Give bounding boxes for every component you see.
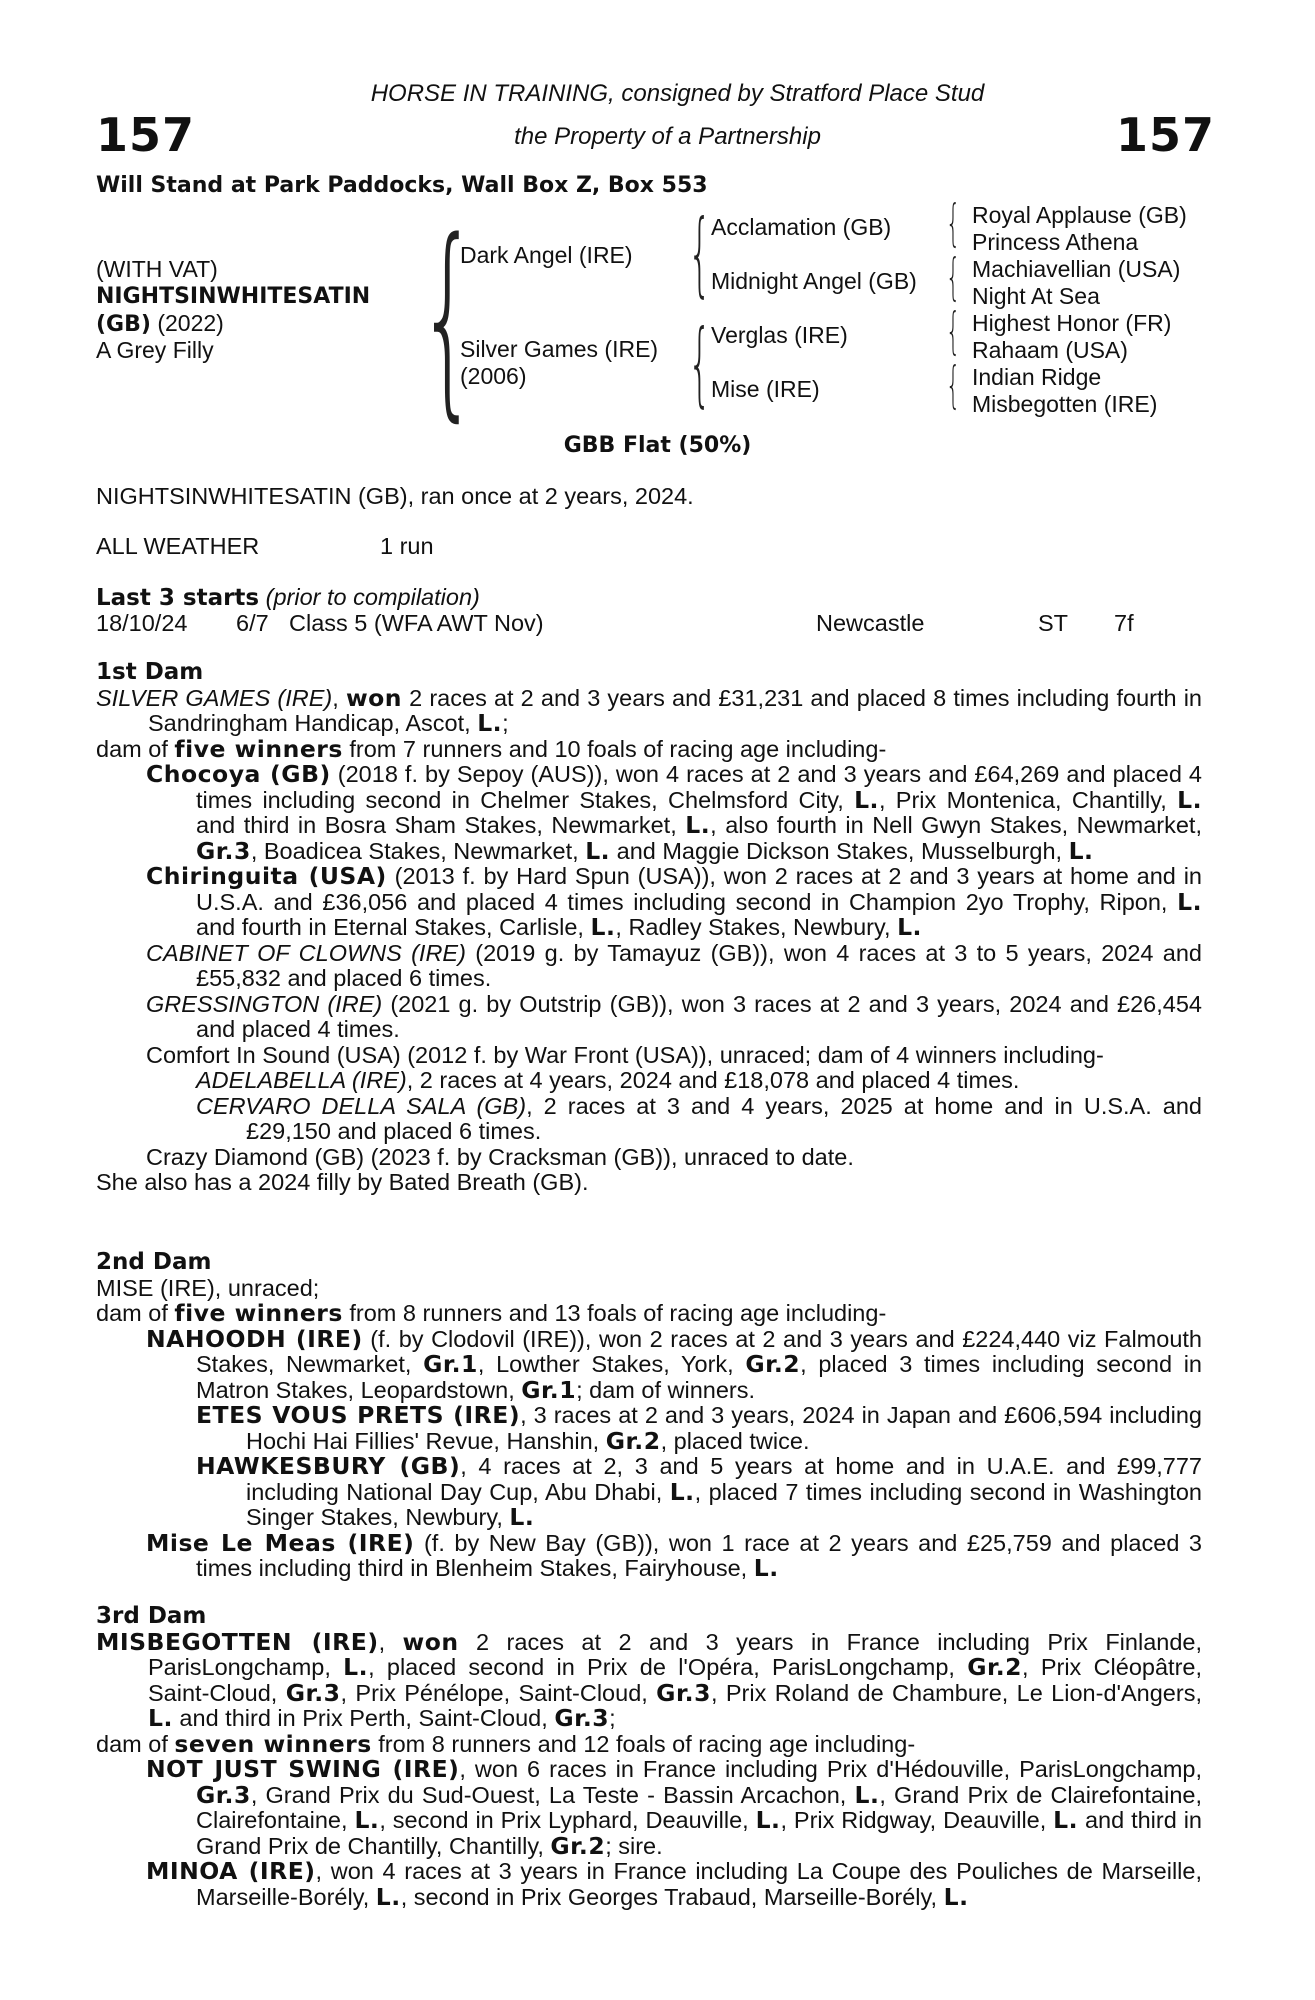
second-dam-produce: dam of five winners from 8 runners and 13 foals of racing age including- <box>96 1299 887 1327</box>
grandparent-2: Princess Athena <box>972 229 1139 255</box>
third-dam-record: MISBEGOTTEN (IRE), won 2 races at 2 and 3 years in France including Prix Finlande, ParisLongchamp, L., placed second in Prix de l'Opéra, ParisLongchamp, Gr.2, Prix Cléopâtre, Saint-Cloud, Gr.3, Prix Pénélope, Saint-Cloud, Gr.3, Prix Roland de Chambure, Le Lion-d'Angers, L. and third in Prix Perth, Saint-Cloud, Gr.3; <box>96 1627 1202 1732</box>
start-distance: 7f <box>1114 610 1134 636</box>
pedigree-brace-dam: { <box>688 310 712 417</box>
pedigree-brace-g3: { <box>946 302 961 360</box>
start-position: 6/7 <box>236 610 269 636</box>
produce-mise-le-meas: Mise Le Meas (IRE) (f. by New Bay (GB)), won 1 race at 2 years and £25,759 and placed 3 times including third in Blenheim Stakes, Fairyhouse, L. <box>146 1528 1203 1582</box>
grandparent-6: Rahaam (USA) <box>972 337 1128 363</box>
pedigree-brace-sire: { <box>688 200 712 307</box>
grandparent-1: Royal Applause (GB) <box>972 202 1187 228</box>
grandparent-8: Misbegotten (IRE) <box>972 391 1158 417</box>
pedigree-brace-g2: { <box>946 248 961 306</box>
pedigree-brace-g4: { <box>946 356 961 414</box>
sire-name: Dark Angel (IRE) <box>460 242 633 268</box>
last-starts-heading: Last 3 starts (prior to compilation) <box>96 584 480 611</box>
gbb-rating: GBB Flat (50%) <box>563 433 752 458</box>
dam-name: Silver Games (IRE) <box>460 336 659 362</box>
produce-gressington: GRESSINGTON (IRE) (2021 g. by Outstrip (GB)), won 3 races at 2 and 3 years, 2024 and £26,454 and placed 4 times. <box>146 990 1202 1042</box>
pedigree-brace-g1: { <box>946 194 961 252</box>
first-dam-record: SILVER GAMES (IRE), won 2 races at 2 and 3 years and £31,231 and placed 8 times including fourth in Sandringham Handicap, Ascot, L.; <box>96 683 1203 737</box>
second-dam-section <box>96 1250 1202 1582</box>
first-dam-also: She also has a 2024 filly by Bated Breath (GB). <box>96 1169 589 1195</box>
race-summary: NIGHTSINWHITESATIN (GB), ran once at 2 years, 2024. <box>96 483 694 509</box>
grandproduce-adelabella: ADELABELLA (IRE), 2 races at 4 years, 2024 and £18,078 and placed 4 times. <box>196 1067 1020 1093</box>
all-weather-value: 1 run <box>380 533 434 559</box>
dam-year: (2006) <box>460 363 527 389</box>
second-dam-heading: 2nd Dam <box>96 1249 212 1275</box>
lot-number-right: 157 <box>1116 108 1216 162</box>
sire-dam: Midnight Angel (GB) <box>711 268 917 294</box>
horse-name: NIGHTSINWHITESATIN <box>96 284 371 309</box>
start-date: 18/10/24 <box>96 610 188 636</box>
grandproduce-hawkesbury: HAWKESBURY (GB), 4 races at 2, 3 and 5 years at home and in U.A.E. and £99,777 including National Day Cup, Abu Dhabi, L., placed 7 times including second in Washington Singer Stakes, Newbury, L. <box>196 1452 1202 1531</box>
start-course: Newcastle <box>816 610 925 636</box>
produce-chocoya: Chocoya (GB) (2018 f. by Sepoy (AUS)), won 4 races at 2 and 3 years and £64,269 and placed 4 times including second in Chelmer Stakes, Chelmsford City, L., Prix Montenica, Chantilly, L. and third in Bosra Sham Stakes, Newmarket, L., also fourth in Nell Gwyn Stakes, Newmarket, Gr.3, Boadicea Stakes, Newmarket, L. and Maggie Dickson Stakes, Musselburgh, L. <box>146 760 1202 865</box>
first-dam-produce: dam of five winners from 7 runners and 10 foals of racing age including- <box>96 734 887 763</box>
second-dam-record: MISE (IRE), unraced; <box>96 1274 320 1301</box>
grandparent-5: Highest Honor (FR) <box>972 310 1172 336</box>
third-dam-heading: 3rd Dam <box>96 1603 207 1629</box>
stand-line: Will Stand at Park Paddocks, Wall Box Z, Box 553 <box>96 173 708 198</box>
grandparent-4: Night At Sea <box>972 283 1100 309</box>
property-line: the Property of a Partnership <box>514 123 821 150</box>
first-dam-heading: 1st Dam <box>96 659 204 685</box>
horse-description: A Grey Filly <box>96 337 214 363</box>
dam-sire: Verglas (IRE) <box>711 322 848 348</box>
start-race: Class 5 (WFA AWT Nov) <box>289 610 544 636</box>
produce-minoa: MINOA (IRE), won 4 races at 3 years in France including La Coupe des Pouliches de Marseille, Marseille-Borély, L., second in Prix Georges Trabaud, Marseille-Borély, L. <box>146 1857 1202 1911</box>
grandproduce-etes-vous-prets: ETES VOUS PRETS (IRE), 3 races at 2 and 3 years, 2024 in Japan and £606,594 including Hochi Hai Fillies' Revue, Hanshin, Gr.2, placed twice. <box>196 1401 1202 1455</box>
produce-nahoodh: NAHOODH (IRE) (f. by Clodovil (IRE)), won 2 races at 2 and 3 years and £224,440 viz Falmouth Stakes, Newmarket, Gr.1, Lowther Stakes, York, Gr.2, placed 3 times including second in Matron Stakes, Leopardstown, Gr.1; dam of winners. <box>146 1324 1202 1404</box>
third-dam-section <box>96 1604 1202 1910</box>
produce-crazy-diamond: Crazy Diamond (GB) (2023 f. by Cracksman (GB)), unraced to date. <box>146 1143 854 1170</box>
grandproduce-cervaro: CERVARO DELLA SALA (GB), 2 races at 3 and 4 years, 2025 at home and in U.S.A. and £29,150 and placed 6 times. <box>196 1092 1203 1144</box>
consignor-line: HORSE IN TRAINING, consigned by Stratford Place Stud <box>370 80 985 107</box>
start-surface: ST <box>1038 610 1069 636</box>
dam-dam: Mise (IRE) <box>711 376 820 402</box>
third-dam-produce: dam of seven winners from 8 runners and 12 foals of racing age including- <box>96 1729 916 1758</box>
vat-label: (WITH VAT) <box>96 256 218 282</box>
first-dam-section <box>96 660 1202 1196</box>
produce-not-just-swing: NOT JUST SWING (IRE), won 6 races in France including Prix d'Hédouville, ParisLongchamp, Gr.3, Grand Prix du Sud-Ouest, La Teste - Bassin Arcachon, L., Grand Prix de Clairefontaine, Clairefontaine, L., second in Prix Lyphard, Deauville, L., Prix Ridgway, Deauville, L. and third in Grand Prix de Chantilly, Chantilly, Gr.2; sire. <box>146 1755 1203 1860</box>
pedigree-brace-main: { <box>418 195 479 440</box>
produce-comfort-in-sound: Comfort In Sound (USA) (2012 f. by War Front (USA)), unraced; dam of 4 winners including- <box>146 1041 1104 1068</box>
grandparent-7: Indian Ridge <box>972 364 1102 390</box>
produce-cabinet-of-clowns: CABINET OF CLOWNS (IRE) (2019 g. by Tamayuz (GB)), won 4 races at 3 to 5 years, 2024 and £55,832 and placed 6 times. <box>146 939 1202 991</box>
all-weather-label: ALL WEATHER <box>96 533 260 559</box>
produce-chiringuita: Chiringuita (USA) (2013 f. by Hard Spun (USA)), won 2 races at 2 and 3 years at home and in U.S.A. and £36,056 and placed 4 times including second in Champion 2yo Trophy, Ripon, L. and fourth in Eternal Stakes, Carlisle, L., Radley Stakes, Newbury, L. <box>146 862 1202 941</box>
lot-number-left: 157 <box>96 108 196 162</box>
horse-origin: (GB) (2022) <box>96 310 224 337</box>
sire-sire: Acclamation (GB) <box>711 214 892 240</box>
grandparent-3: Machiavellian (USA) <box>972 256 1181 282</box>
